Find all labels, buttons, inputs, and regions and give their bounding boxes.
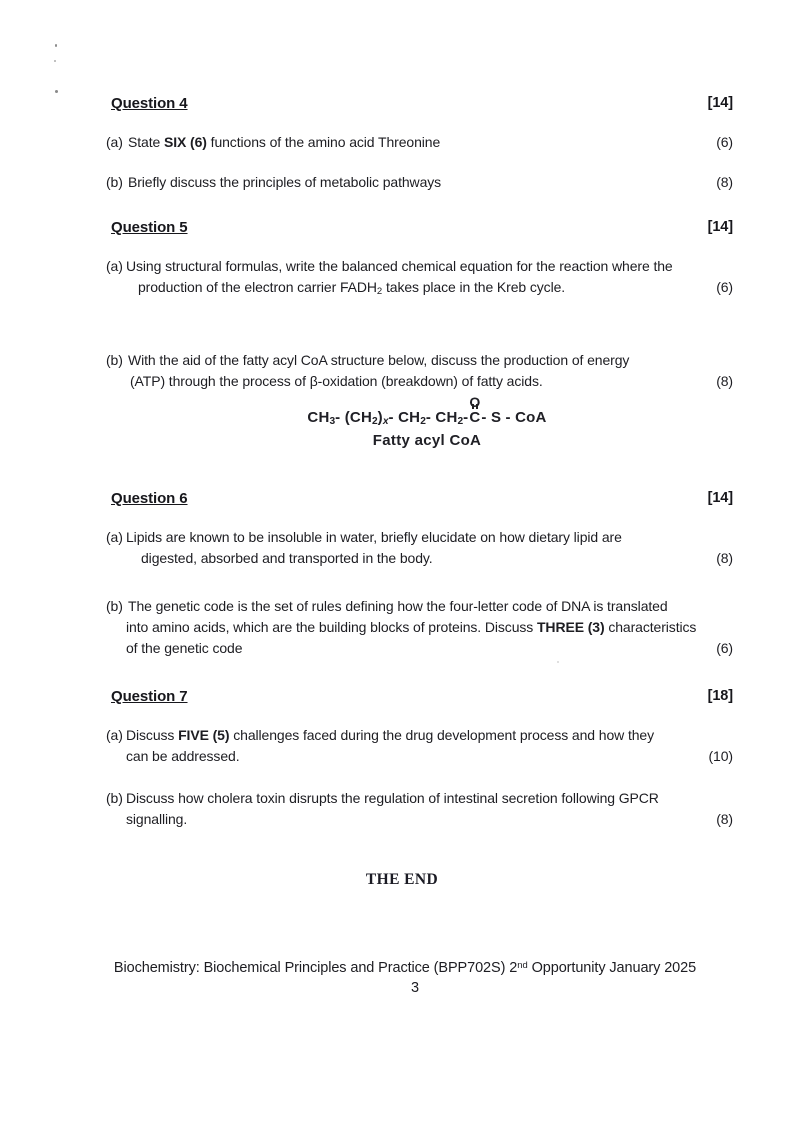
question-7-item-a [106, 725, 733, 767]
question-total-marks: [14] [707, 95, 733, 111]
footer-text: Biochemistry: Biochemical Principles and Practice (BPP702S) 2nd Opportunity January 2025 [113, 959, 697, 977]
question-title: Question 5 [111, 219, 188, 236]
question-title: Question 7 [111, 688, 188, 705]
item-line: into amino acids, which are the building blocks of proteins. Discuss THREE (3) characteristics [126, 619, 697, 635]
item-line: State SIX (6) functions of the amino acid Threonine (6) [126, 132, 733, 153]
question-title: Question 6 [111, 490, 188, 507]
item-label: (a) [106, 529, 123, 545]
item-line: can be addressed. (10) [126, 746, 733, 767]
question-6-item-a [106, 527, 733, 569]
item-marks: (6) [716, 640, 733, 656]
item-line: The genetic code is the set of rules defining how the four-letter code of DNA is translated [128, 598, 668, 614]
question-6-heading [106, 490, 733, 510]
question-6-item-b [106, 596, 733, 659]
question-total-marks: [14] [707, 219, 733, 235]
question-4-item-a [106, 132, 733, 153]
item-label: (a) [106, 727, 123, 743]
item-line: Using structural formulas, write the balanced chemical equation for the reaction where the [126, 258, 673, 274]
item-line: production of the electron carrier $FADH_2$ takes place in the Kreb cycle. (6) [138, 279, 733, 298]
oxygen-atom: O [469, 394, 481, 410]
item-label: (b) [106, 174, 123, 190]
question-5-heading [106, 219, 733, 239]
item-label: (b) [106, 598, 123, 614]
item-marks: (8) [716, 550, 733, 566]
item-line: Discuss FIVE (5) challenges faced during the drug development process and how they [126, 727, 655, 743]
carbonyl-group [468, 394, 481, 428]
item-line: With the aid of the fatty acyl CoA structure below, discuss the production of energy [128, 352, 630, 368]
item-label: (b) [106, 352, 123, 368]
scan-artifact [55, 44, 57, 47]
the-end-label: THE END [365, 871, 439, 888]
item-line: Discuss how cholera toxin disrupts the regulation of intestinal secretion following GPCR [126, 790, 659, 806]
question-total-marks: [14] [707, 490, 733, 506]
item-marks: (6) [716, 134, 733, 150]
item-marks: (8) [716, 373, 733, 389]
formula-chain-right: - S - CoA [481, 409, 547, 426]
item-label: (a) [106, 258, 123, 274]
page-number: 3 [411, 980, 419, 996]
item-label: (b) [106, 790, 123, 806]
carbon-atom: C [469, 409, 481, 426]
item-label: (a) [106, 134, 123, 150]
item-line: Lipids are known to be insoluble in water, briefly elucidate on how dietary lipid are [126, 529, 622, 545]
question-paper-body [106, 0, 733, 1122]
item-line: (ATP) through the process of β-oxidation (breakdown) of fatty acids. (8) [126, 371, 733, 392]
item-marks: (10) [708, 748, 733, 764]
item-line: signalling. (8) [126, 809, 733, 830]
question-5-item-b [106, 350, 733, 392]
question-total-marks: [18] [707, 688, 733, 704]
scan-artifact [55, 90, 58, 93]
item-marks: (6) [716, 279, 733, 295]
question-7-heading [106, 688, 733, 708]
question-4-item-b [106, 172, 733, 193]
chem-formula-fatty-acyl-coa [106, 394, 733, 428]
item-marks: (8) [716, 174, 733, 190]
question-5-item-a [106, 256, 733, 298]
question-title: Question 4 [111, 95, 188, 112]
item-line: digested, absorbed and transported in the body. (8) [126, 548, 733, 569]
item-marks: (8) [716, 811, 733, 827]
scan-artifact [54, 60, 56, 62]
double-bond-icon [472, 404, 478, 409]
item-line: of the genetic code (6) [126, 638, 733, 659]
item-line: Briefly discuss the principles of metabolic pathways (8) [126, 172, 733, 193]
question-7-item-b [106, 788, 733, 830]
formula-caption: Fatty acyl CoA [372, 432, 482, 449]
formula-chain-left: $CH_3-$ $(CH_2)_x-$ $CH_2-$ $CH_2-$ [307, 409, 469, 428]
question-4-heading [106, 95, 733, 115]
